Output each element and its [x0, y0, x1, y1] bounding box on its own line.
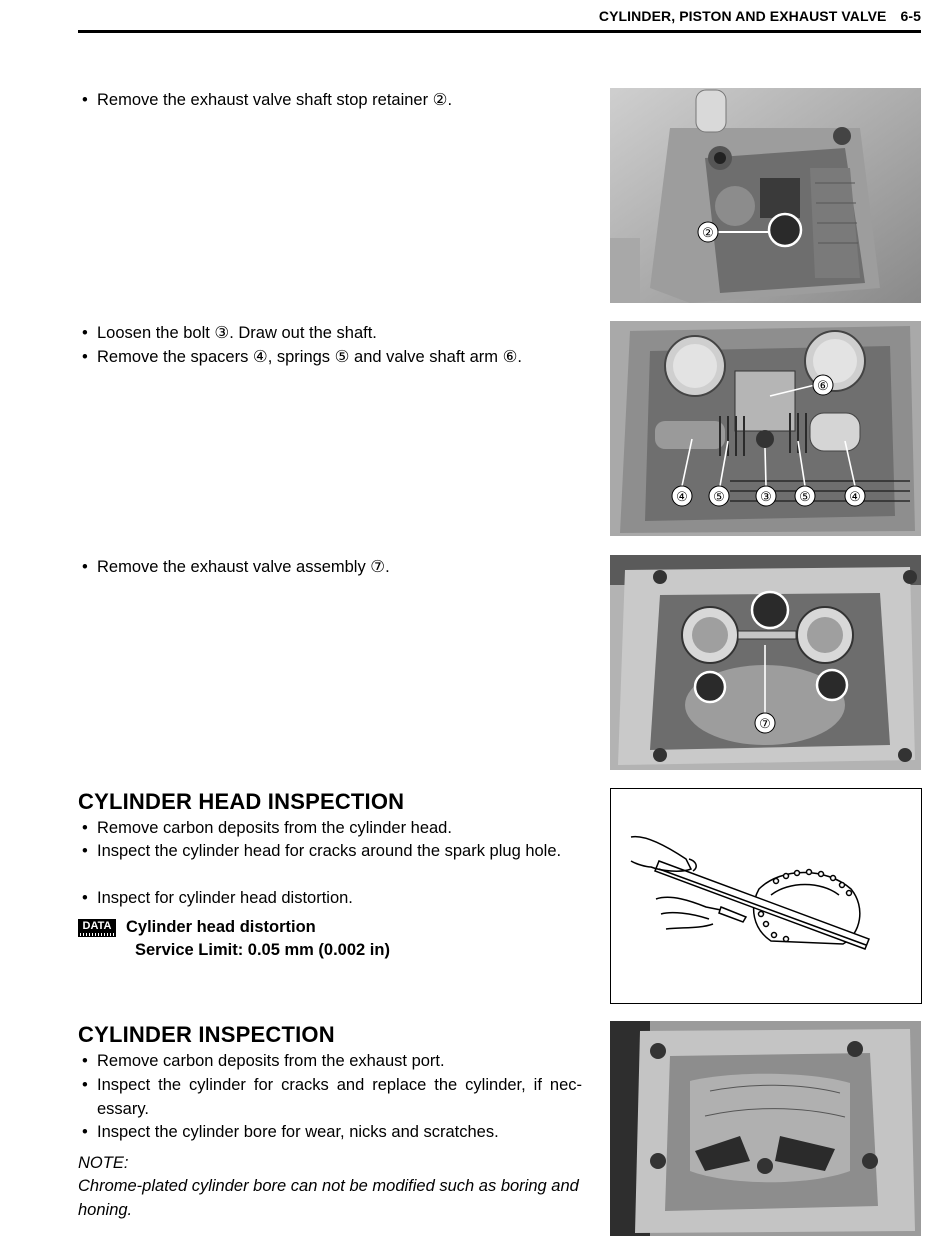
callout-7: ⑦: [759, 716, 771, 731]
photo-stop-retainer: [610, 88, 921, 303]
callout-5-left: ⑤: [713, 489, 725, 504]
callout-4-left: ④: [676, 489, 688, 504]
data-badge-label: DATA: [82, 920, 112, 932]
step-2-text: Loosen the bolt ③. Draw out the shaft.: [97, 324, 377, 342]
photo-cylinder-bore: [610, 1021, 921, 1236]
step-3-text: Remove the spacers ④, springs ⑤ and valve shaft arm ⑥.: [97, 348, 522, 366]
bullet-dot: •: [82, 819, 88, 837]
step-4-text: Remove the exhaust valve assembly ⑦.: [97, 558, 390, 576]
cyl-item-1-text: Remove carbon deposits from the exhaust port.: [97, 1052, 445, 1070]
cyl-item-1: [82, 1050, 582, 1074]
cyl-item-2-text: Inspect the cylinder for cracks and replace the cylinder, if nec-essary.: [97, 1076, 582, 1118]
header-title: [599, 8, 921, 24]
cyl-item-3-text: Inspect the cylinder bore for wear, nicks and scratches.: [97, 1123, 499, 1141]
head-item-2-text: Inspect the cylinder head for cracks around the spark plug hole.: [97, 842, 562, 860]
head-item-1-text: Remove carbon deposits from the cylinder head.: [97, 819, 452, 837]
illustration-straightedge: [610, 788, 922, 1004]
bullet-dot: •: [82, 558, 88, 576]
step-1: [82, 89, 582, 113]
bullet-dot: •: [82, 348, 88, 366]
bullet-dot: •: [82, 889, 88, 907]
head-item-2: [82, 840, 582, 864]
note-text: Chrome-plated cylinder bore can not be modified such as boring and honing.: [78, 1177, 579, 1219]
page-header: [78, 6, 921, 33]
head-item-3: [82, 887, 582, 911]
step-2: [82, 322, 582, 346]
bullet-dot: •: [82, 1123, 88, 1141]
callout-6: ⑥: [817, 378, 829, 393]
heading-cylinder-head-inspection: CYLINDER HEAD INSPECTION: [78, 789, 405, 814]
head-item-3-text: Inspect for cylinder head distortion.: [97, 889, 353, 907]
step-1-text: Remove the exhaust valve shaft stop retainer ②.: [97, 91, 453, 109]
spec-name: Cylinder head distortion: [126, 918, 316, 936]
cyl-item-2: [82, 1074, 582, 1121]
ruler-icon: [80, 933, 114, 936]
photo-exhaust-valve-assembly: [610, 555, 921, 770]
step-4: [82, 556, 582, 580]
head-item-1: [82, 817, 582, 841]
section-title: CYLINDER, PISTON AND EXHAUST VALVE: [598, 8, 887, 24]
step-3: [82, 346, 582, 370]
bullet-dot: •: [82, 324, 88, 342]
callout-4-right: ④: [849, 489, 861, 504]
page-number: 6-5: [900, 8, 921, 24]
bullet-dot: •: [82, 1076, 88, 1094]
bullet-dot: •: [82, 1052, 88, 1070]
data-badge: [78, 919, 116, 937]
note-label: NOTE:: [78, 1154, 129, 1172]
bullet-dot: •: [82, 842, 88, 860]
bullet-dot: •: [82, 91, 88, 109]
heading-cylinder-inspection: CYLINDER INSPECTION: [78, 1022, 335, 1047]
callout-5-right: ⑤: [799, 489, 811, 504]
callout-2: ②: [702, 225, 714, 240]
photo-valve-shaft-arm: [610, 321, 921, 536]
cyl-item-3: [82, 1121, 582, 1145]
callout-3: ③: [760, 489, 772, 504]
spec-value: Service Limit: 0.05 mm (0.002 in): [135, 941, 390, 959]
